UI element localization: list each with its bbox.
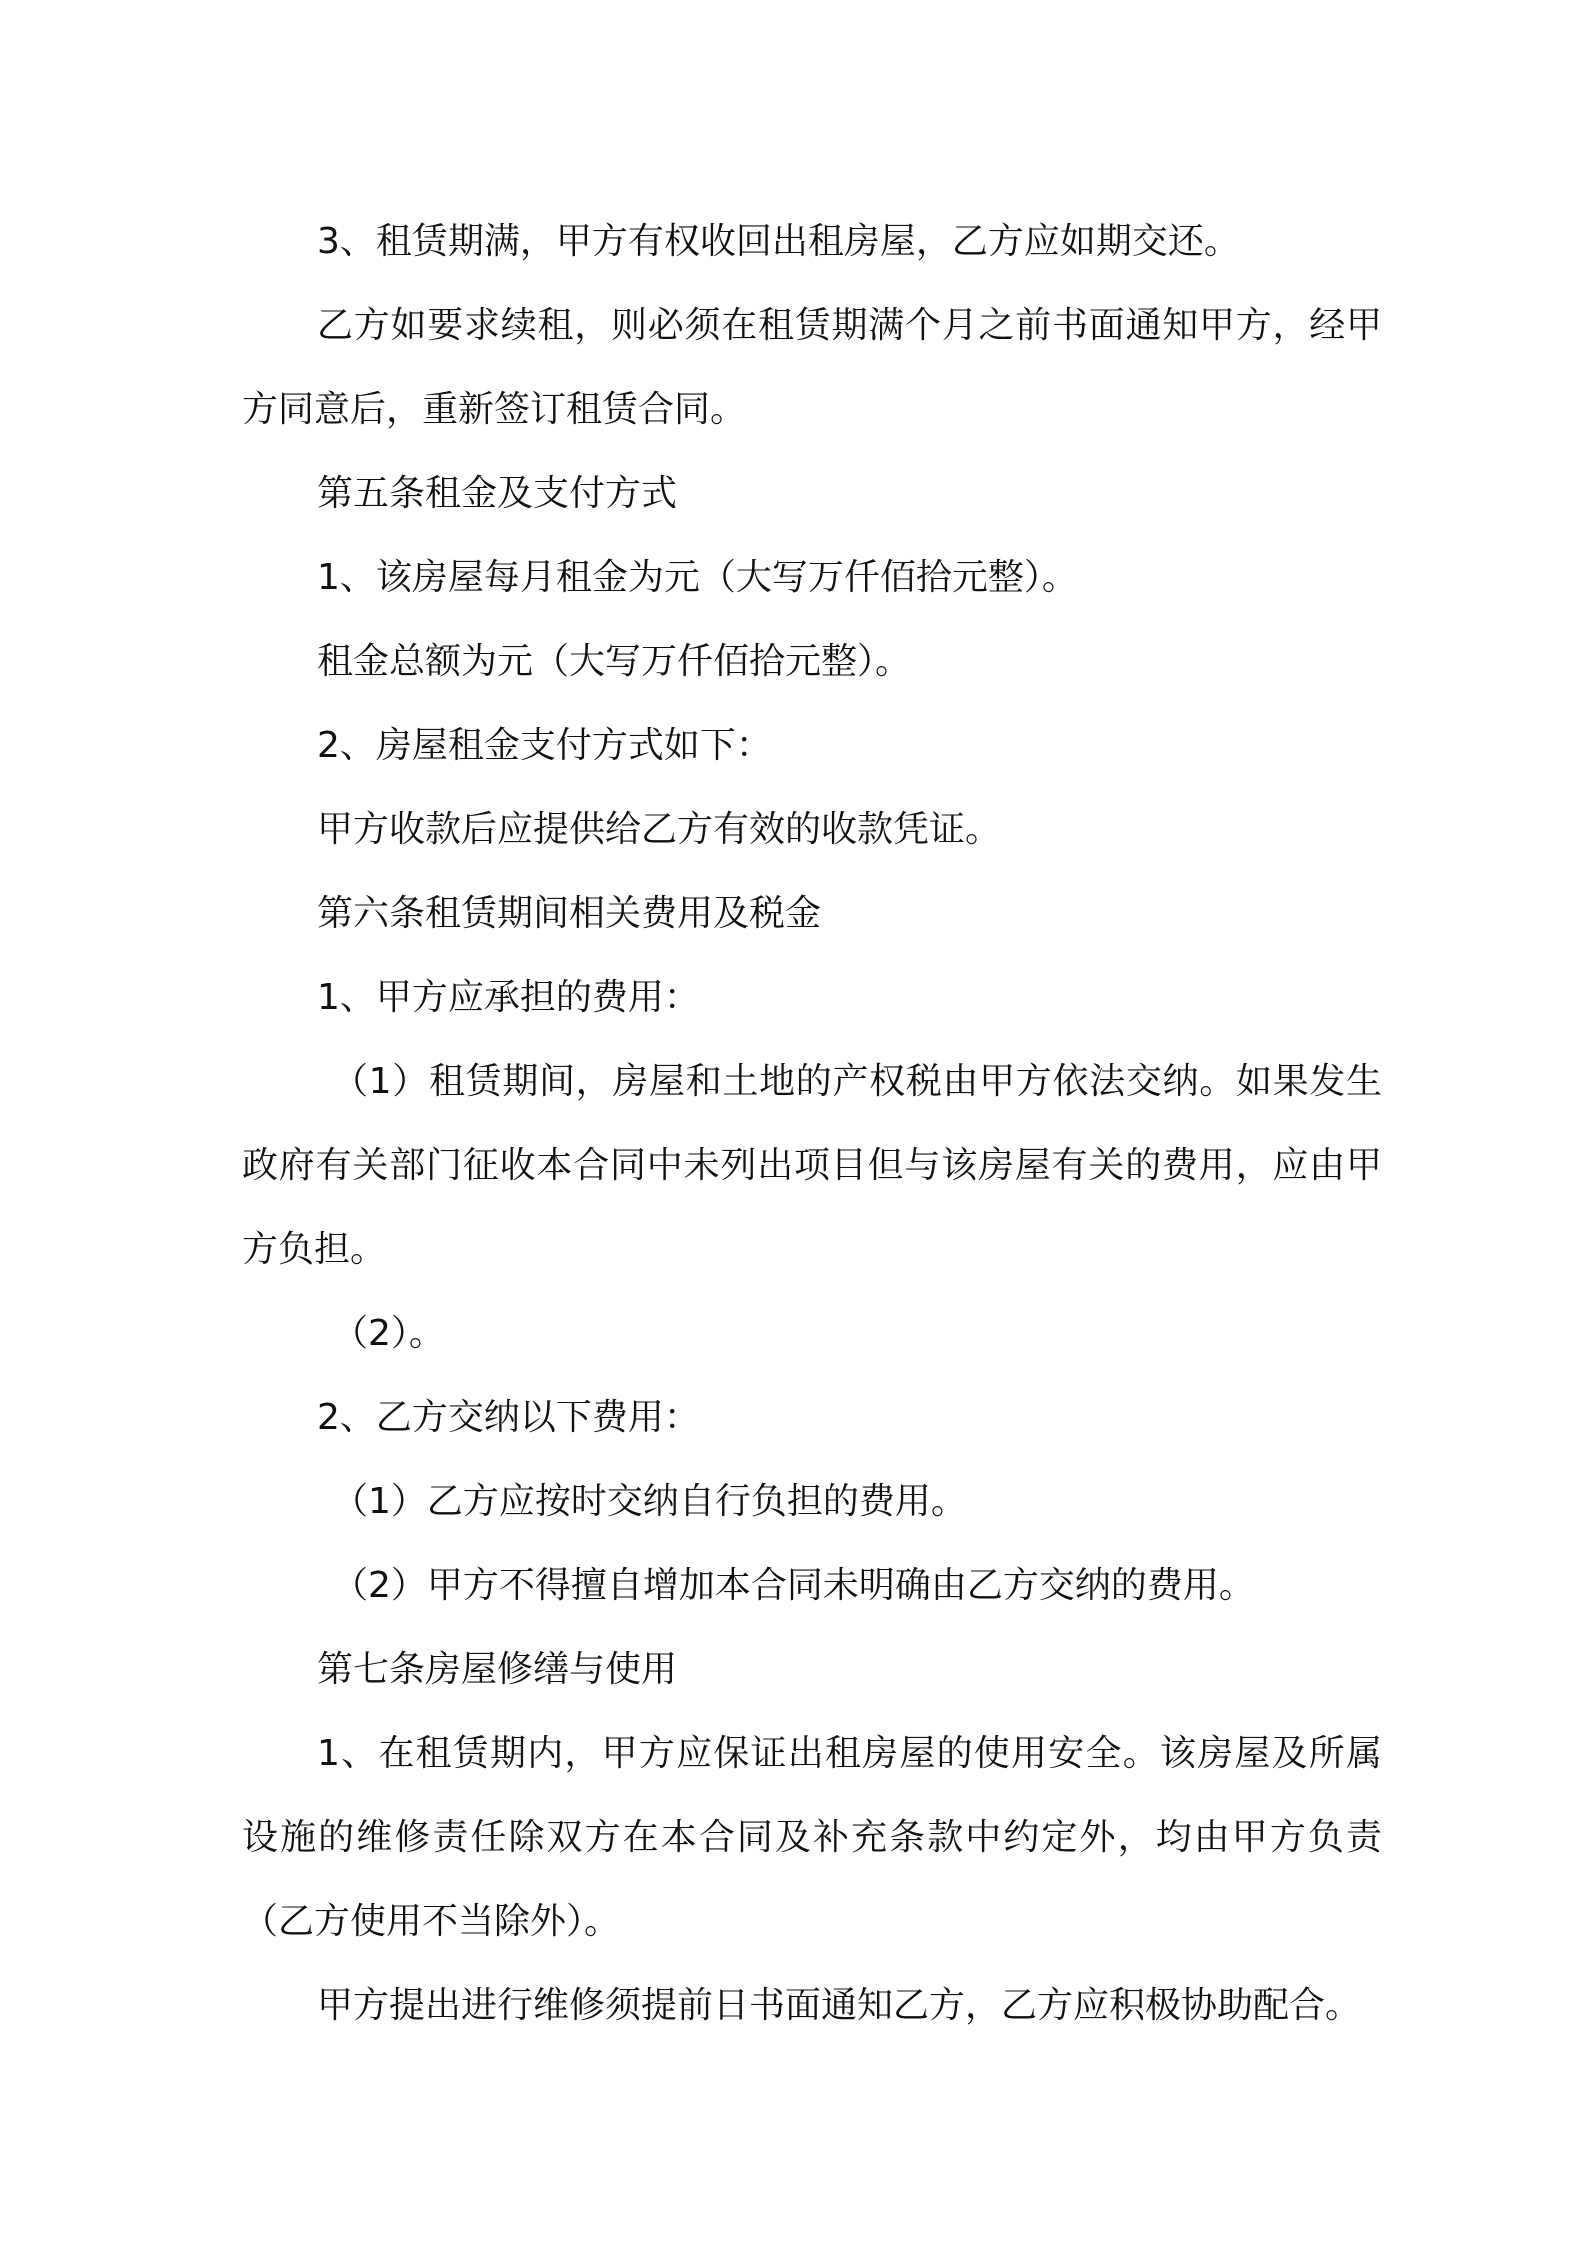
section-heading-article-7: 第七条房屋修缮与使用 [317,1649,678,1690]
document-body [242,200,1382,2048]
paragraph-payment-method: 2、房屋租金支付方式如下： [317,725,772,766]
paragraph-party-a-fees: 1、甲方应承担的费用： [317,977,700,1018]
paragraph-party-b-fees: 2、乙方交纳以下费用： [317,1397,700,1438]
paragraph-lease-expiry: 3、租赁期满，甲方有权收回出租房屋，乙方应如期交还。 [317,221,1240,262]
section-heading-article-5: 第五条租金及支付方式 [317,473,678,514]
paragraph-renewal: 乙方如要求续租，则必须在租赁期满个月之前书面通知甲方，经甲方同意后，重新签订租赁合同。 [242,305,1382,430]
paragraph-party-b-fee-2: （2）甲方不得擅自增加本合同未明确由乙方交纳的费用。 [332,1565,1255,1606]
paragraph-repair-notice: 甲方提出进行维修须提前日书面通知乙方，乙方应积极协助配合。 [317,1985,1362,2026]
paragraph-repair-duty: 1、在租赁期内，甲方应保证出租房屋的使用安全。该房屋及所属设施的维修责任除双方在本合同及补充条款中约定外，均由甲方负责（乙方使用不当除外）。 [242,1733,1382,1942]
paragraph-monthly-rent: 1、该房屋每月租金为元（大写万仟佰拾元整）。 [317,557,1078,598]
section-heading-article-6: 第六条租赁期间相关费用及税金 [317,893,822,934]
paragraph-party-a-fee-1: （1）租赁期间，房屋和土地的产权税由甲方依法交纳。如果发生政府有关部门征收本合同中未列出项目但与该房屋有关的费用，应由甲方负担。 [242,1061,1382,1270]
paragraph-party-b-fee-1: （1）乙方应按时交纳自行负担的费用。 [332,1481,967,1522]
paragraph-party-a-fee-2: （2）。 [332,1313,445,1354]
paragraph-total-rent: 租金总额为元（大写万仟佰拾元整）。 [317,641,912,682]
paragraph-receipt: 甲方收款后应提供给乙方有效的收款凭证。 [317,809,1002,850]
